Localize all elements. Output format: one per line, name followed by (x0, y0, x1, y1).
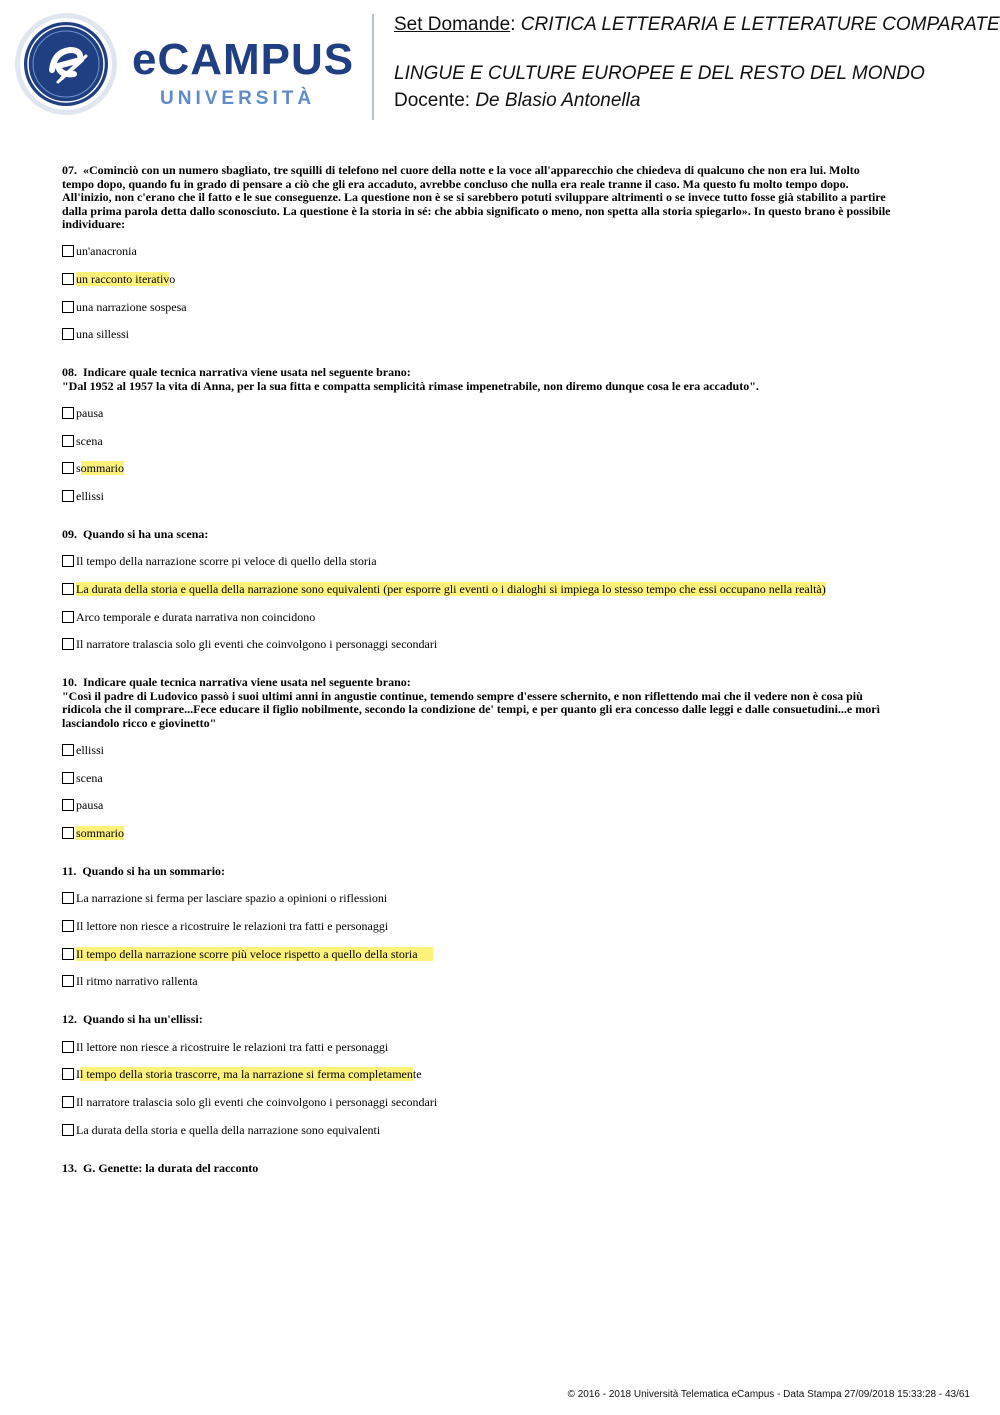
question-body: G. Genette: la durata del racconto (83, 1160, 259, 1175)
answer-option[interactable] (62, 399, 942, 427)
question-block (62, 676, 942, 847)
answer-text: La durata della storia e quella della narrazione sono equivalenti (76, 1122, 381, 1137)
teacher-name: De Blasio Antonella (475, 90, 641, 111)
answer-text: ellissi (76, 489, 105, 504)
answer-label (76, 743, 104, 757)
question-block (62, 865, 942, 995)
question-list (62, 164, 942, 1193)
set-label: Set Domande (394, 14, 511, 35)
teacher-label: Docente: (394, 90, 471, 111)
answer-option[interactable] (62, 321, 942, 349)
question-number: 07. (62, 163, 77, 177)
page-header (0, 0, 1000, 130)
answer-text: Il ritmo narrativo rallenta (76, 974, 198, 989)
question-body: Indicare quale tecnica narrativa viene usata nel seguente brano: "Dal 1952 al 1957 la vita di Anna, per la sua fitta e compatta semplicità rimase impenetrabile, non diremo dunque cosa le era accaduto". (62, 365, 759, 393)
question-body: Quando si ha un'ellissi: (83, 1012, 203, 1027)
answer-text: pausa (76, 798, 104, 813)
answer-option[interactable] (62, 1116, 942, 1144)
ecampus-seal-logo (14, 12, 118, 116)
answer-checkbox[interactable] (62, 827, 74, 839)
answer-text: ellissi (76, 743, 105, 758)
highlighted-text: ommario (80, 461, 124, 476)
question-number: 08. (62, 365, 77, 380)
answer-checkbox[interactable] (62, 1124, 74, 1136)
question-block (62, 1013, 942, 1143)
answer-option[interactable] (62, 736, 942, 764)
highlighted-text: La durata della storia e quella della narrazione sono equivalenti (per esporre gli eventi o i dialoghi si impiega lo stesso tempo che essi occupano nella realtà) (76, 582, 826, 597)
page-footer: © 2016 - 2018 Università Telematica eCampus - Data Stampa 27/09/2018 15:33:28 - 43/61 (567, 1389, 970, 1400)
answer-checkbox[interactable] (62, 407, 74, 419)
answer-label (76, 1067, 422, 1081)
answer-label (76, 798, 103, 812)
answer-label (76, 272, 175, 286)
answer-checkbox[interactable] (62, 301, 74, 313)
answer-label (76, 300, 187, 314)
highlighted-text: un racconto iterativ (76, 272, 170, 287)
question-number: 11. (62, 864, 77, 878)
question-body: Indicare quale tecnica narrativa viene usata nel seguente brano: "Così il padre di Ludovico passò i suoi ultimi anni in angustie continue, temendo sempre d'essere schernito, e non riflettendo mai che il vedere non è cosa più ridicola che il comprare...Fece educare il figlio nobilmente, secondo la condizione de' tempi, e per quanto gli era concesso dalle leggi e dalle consuetudini...e morì lasciandolo ricco e giovinetto" (62, 675, 880, 730)
highlighted-text: sommario (76, 826, 124, 841)
answer-text: Arco temporale e durata narrativa non coincidono (76, 609, 316, 624)
answer-option[interactable] (62, 968, 942, 996)
header-divider (372, 14, 374, 120)
answer-option[interactable] (62, 912, 942, 940)
set-domande-line: Set Domande: CRITICA LETTERARIA E LETTERATURE COMPARATE (394, 14, 1000, 35)
answer-label (76, 434, 103, 448)
answer-label (76, 637, 437, 651)
answer-label (76, 1123, 380, 1137)
answer-text: Il narratore tralascia solo gli eventi che coinvolgono i personaggi secondari (76, 637, 438, 652)
answer-checkbox[interactable] (62, 799, 74, 811)
answer-option[interactable] (62, 631, 942, 659)
answer-text: scena (76, 770, 103, 785)
answer-text: un'anacronia (76, 244, 137, 259)
answer-checkbox[interactable] (62, 462, 74, 474)
question-body: Quando si ha una scena: (83, 527, 209, 541)
answer-label (76, 406, 103, 420)
answer-label (76, 461, 124, 475)
answer-text: Il narratore tralascia solo gli eventi che coinvolgono i personaggi secondari (76, 1094, 438, 1109)
answer-checkbox[interactable] (62, 1096, 74, 1108)
answer-option[interactable] (62, 455, 942, 483)
answer-checkbox[interactable] (62, 328, 74, 340)
question-block (62, 366, 942, 510)
answer-label (76, 610, 315, 624)
answer-text: I (76, 1067, 80, 1082)
answer-label (76, 327, 129, 341)
logo-wordmark: eCAMPUS (132, 35, 355, 84)
question-number: 10. (62, 675, 77, 690)
answer-option[interactable] (62, 575, 942, 603)
answer-checkbox[interactable] (62, 948, 74, 960)
highlighted-text: Il tempo della narrazione scorre più veloce rispetto a quello della storia (76, 946, 433, 961)
answer-label (76, 489, 104, 503)
question-text (62, 1162, 942, 1176)
question-number: 13. (62, 1160, 77, 1175)
answer-checkbox[interactable] (62, 744, 74, 756)
answer-text: La narrazione si ferma per lasciare spazio a opinioni o riflessioni (76, 891, 388, 906)
answer-text: scena (76, 433, 103, 448)
answer-option[interactable] (62, 764, 942, 792)
answer-option[interactable] (62, 1033, 942, 1061)
answer-text: Il tempo della narrazione scorre pi veloce di quello della storia (76, 554, 377, 569)
answer-option[interactable] (62, 1088, 942, 1116)
answer-text: una narrazione sospesa (76, 299, 187, 314)
answer-option[interactable] (62, 885, 942, 913)
answer-text: una sillessi (76, 327, 129, 342)
answer-option[interactable] (62, 293, 942, 321)
answer-checkbox[interactable] (62, 1041, 74, 1053)
answer-text: Il lettore non riesce a ricostruire le relazioni tra fatti e personaggi (76, 919, 389, 934)
question-number: 12. (62, 1012, 77, 1027)
answer-checkbox[interactable] (62, 892, 74, 904)
answer-option[interactable] (62, 482, 942, 510)
answer-checkbox[interactable] (62, 1068, 74, 1080)
logo-subtitle: UNIVERSITÀ (160, 88, 316, 109)
answer-option[interactable] (62, 265, 942, 293)
answer-label (76, 826, 124, 840)
answer-checkbox[interactable] (62, 245, 74, 257)
question-text (62, 366, 942, 393)
answer-checkbox[interactable] (62, 920, 74, 932)
question-body: Quando si ha un sommario: (82, 864, 226, 878)
answer-label (76, 244, 137, 258)
answer-option[interactable] (62, 940, 942, 968)
answer-checkbox[interactable] (62, 490, 74, 502)
question-text (62, 164, 942, 232)
answer-checkbox[interactable] (62, 555, 74, 567)
question-text (62, 865, 942, 879)
question-body: «Cominciò con un numero sbagliato, tre squilli di telefono nel cuore della notte e la voce all'apparecchio che chiedeva di qualcuno che non era lui. Molto tempo dopo, quando fu in grado di pensare a ciò che gli era accaduto, avrebbe concluso che nulla era reale tranne il caso. Ma questo fu molto tempo dopo. All'inizio, non c'erano che il fatto e le sue conseguenze. La questione non è se si sarebbero potuti sviluppare altrimenti o se invece tutto fosse già stabilito a partire dalla prima parola detta dallo sconosciuto. La questione è la storia in sé: che abbia significato o meno, non spetta alla storia spiegarlo». In questo brano è possibile individuare: (62, 163, 891, 231)
answer-label (76, 974, 198, 988)
answer-checkbox[interactable] (62, 273, 74, 285)
answer-text: s (76, 461, 81, 476)
answer-option[interactable] (62, 603, 942, 631)
answer-label (76, 1040, 388, 1054)
answer-option[interactable] (62, 238, 942, 266)
answer-checkbox[interactable] (62, 583, 74, 595)
answer-option[interactable] (62, 819, 942, 847)
teacher-line (394, 90, 640, 112)
answer-label (76, 554, 377, 568)
answer-label (76, 582, 826, 596)
highlighted-text: l tempo della storia trascorre, ma la narrazione si ferma completamen (80, 1067, 413, 1082)
answer-checkbox[interactable] (62, 772, 74, 784)
set-value: CRITICA LETTERARIA E LETTERATURE COMPARATE (520, 14, 1000, 35)
answer-option[interactable] (62, 1060, 942, 1088)
answer-text: te (412, 1067, 422, 1082)
question-block (62, 1162, 942, 1176)
question-text (62, 528, 942, 542)
answer-option[interactable] (62, 548, 942, 576)
answer-label (76, 947, 433, 961)
course-name: LINGUE E CULTURE EUROPEE E DEL RESTO DEL MONDO (394, 63, 925, 84)
question-block (62, 164, 942, 348)
answer-checkbox[interactable] (62, 638, 74, 650)
answer-checkbox[interactable] (62, 975, 74, 987)
answer-checkbox[interactable] (62, 611, 74, 623)
answer-label (76, 1095, 437, 1109)
question-block (62, 528, 942, 658)
answer-text: o (169, 272, 176, 287)
answer-label (76, 919, 388, 933)
question-text (62, 676, 942, 730)
answer-option[interactable] (62, 792, 942, 820)
answer-option[interactable] (62, 427, 942, 455)
answer-text: pausa (76, 406, 104, 421)
answer-label (76, 891, 387, 905)
question-text (62, 1013, 942, 1027)
answer-checkbox[interactable] (62, 435, 74, 447)
answer-text: Il lettore non riesce a ricostruire le relazioni tra fatti e personaggi (76, 1039, 389, 1054)
question-number: 09. (62, 527, 77, 541)
answer-label (76, 771, 103, 785)
